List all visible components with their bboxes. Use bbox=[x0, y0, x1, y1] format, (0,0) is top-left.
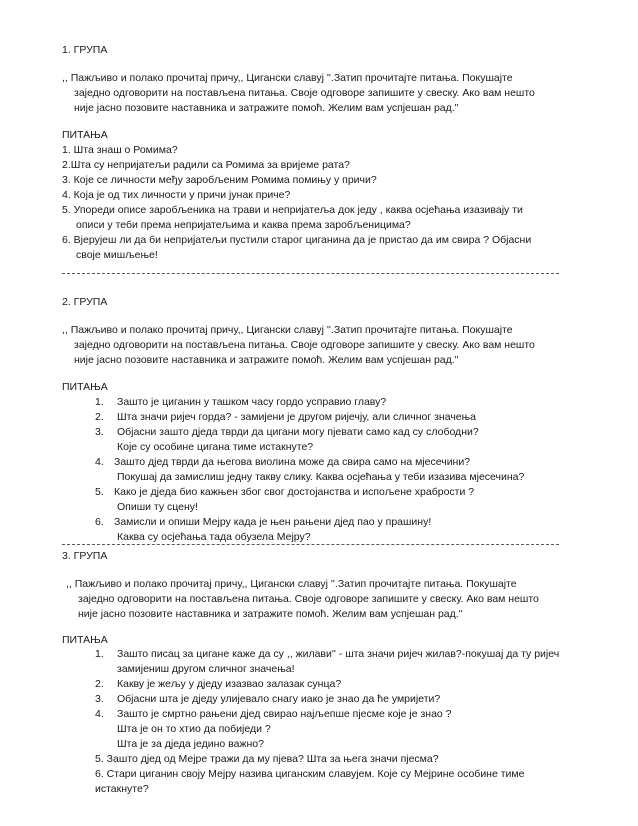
group-2-question-number: 5. bbox=[95, 486, 104, 498]
group-3-question-number: 3. bbox=[95, 693, 104, 705]
group-1-question-cont: описи у теби према непријатељима и каква према заробљеницима? bbox=[76, 219, 411, 231]
group-3-question-cont: Шта је за дједа једино важно? bbox=[117, 738, 264, 750]
group-3-intro-line: заједно одговорити на постављена питања. Своје одговоре запишите у свеску. Ако вам нешто bbox=[78, 593, 539, 605]
group-3-question: Објасни шта је дједу улијевало снагу иако је знао да ће умријети? bbox=[117, 693, 441, 705]
group-2-question-number: 4. bbox=[95, 456, 104, 468]
group-2-question-cont: Које су особине цигана тиме истакнуте? bbox=[117, 441, 314, 453]
group-2-question-number: 2. bbox=[95, 411, 104, 423]
group-1-question: 1. Шта знаш о Ромима? bbox=[62, 144, 178, 156]
group-1-heading: 1. ГРУПА bbox=[62, 44, 108, 56]
group-3-question-cont: истакнуте? bbox=[95, 783, 149, 795]
group-2-intro-line: ,, Пажљиво и полако прочитај причу,, Цигански славуј ''.Затип прочитајте питања. Покушајте bbox=[62, 324, 513, 336]
group-2-question-number: 1. bbox=[95, 396, 104, 408]
group-2-intro-line: заједно одговорити на постављена питања. Своје одговоре запишите у свеску. Ако вам нешто bbox=[74, 339, 535, 351]
group-2-question-cont: Покушај да замислиш једну такву слику. Каква осјећања у теби изазива мјесечина? bbox=[117, 471, 525, 483]
group-3-question: Зашто писац за цигане каже да су ,, жилави'' - шта значи ријеч жилав?-покушај да ту ријеч bbox=[117, 648, 560, 660]
group-2-question: Како је дједа био кажњен због свог достојанства и испољене храбрости ? bbox=[114, 486, 475, 498]
group-3-question-number: 2. bbox=[95, 678, 104, 690]
group-3-questions-label: ПИТАЊА bbox=[62, 634, 108, 646]
group-3-intro-line: ,, Пажљиво и полако прочитај причу,, Цигански славуј ''.Затип прочитајте питања. Покушајте bbox=[66, 578, 517, 590]
group-1-intro-line: заједно одговорити на постављена питања. Своје одговоре запишите у свеску. Ако вам нешто bbox=[74, 87, 535, 99]
group-3-question: 6. Стари циганин своју Мејру назива циганским славујем. Које су Мејрине особине тиме bbox=[95, 768, 525, 780]
group-3-question-number: 1. bbox=[95, 648, 104, 660]
section-separator bbox=[62, 273, 559, 274]
group-3-question: Зашто је смртно рањени дјед свирао најљепше пјесме које је знао ? bbox=[117, 708, 452, 720]
group-1-questions-label: ПИТАЊА bbox=[62, 129, 108, 141]
group-2-question-cont: Опиши ту сцену! bbox=[117, 501, 198, 513]
group-2-question-number: 6. bbox=[95, 516, 104, 528]
group-1-question: 2.Шта су непријатељи радили са Ромима за вријеме рата? bbox=[62, 159, 350, 171]
group-2-question: Шта значи ријеч горда? - замијени је другом ријечју, али сличног значења bbox=[117, 411, 477, 423]
group-3-question-cont: Шта је он то хтио да побиједи ? bbox=[117, 723, 271, 735]
group-2-question-cont: Каква су осјећања тада обузела Мејру? bbox=[117, 531, 311, 543]
group-1-intro-line: ,, Пажљиво и полако прочитај причу,, Цигански славуј ''.Затип прочитајте питања. Покушајте bbox=[62, 72, 513, 84]
group-1-intro-line: није јасно позовите наставника и затражите помоћ. Желим вам успјешан рад.'' bbox=[74, 102, 459, 114]
group-2-intro-line: није јасно позовите наставника и затражите помоћ. Желим вам успјешан рад.'' bbox=[74, 354, 459, 366]
group-1-question: 4. Која је од тих личности у причи јунак приче? bbox=[62, 189, 291, 201]
group-3-question: 5. Зашто дјед од Мејре тражи да му пјева? Шта за њега значи пјесма? bbox=[95, 753, 439, 765]
group-2-question: Објасни зашто дједа тврди да цигани могу пјевати само кад су слободни? bbox=[117, 426, 479, 438]
group-2-question: Зашто је циганин у ташком часу гордо усправио главу? bbox=[117, 396, 387, 408]
group-3-question: Какву је жељу у дједу изазвао залазак сунца? bbox=[117, 678, 342, 690]
group-2-questions-label: ПИТАЊА bbox=[62, 381, 108, 393]
group-2-question: Замисли и опиши Мејру када је њен рањени дјед пао у прашину! bbox=[114, 516, 432, 528]
group-1-question: 3. Које се личности међу заробљеним Ромима помињу у причи? bbox=[62, 174, 377, 186]
group-2-heading: 2. ГРУПА bbox=[62, 296, 108, 308]
group-2-question-number: 3. bbox=[95, 426, 104, 438]
group-1-question: 6. Вјерујеш ли да би непријатељи пустили старог циганина да је пристао да им свира ? Објасни bbox=[62, 234, 532, 246]
group-3-question-number: 4. bbox=[95, 708, 104, 720]
group-2-question: Зашто дјед тврди да његова виолина може да свира само на мјесечини? bbox=[114, 456, 471, 468]
group-3-heading: 3. ГРУПА bbox=[62, 550, 108, 562]
group-3-intro-line: није јасно позовите наставника и затражите помоћ. Желим вам успјешан рад.'' bbox=[78, 608, 463, 620]
group-1-question: 5. Упореди описе заробљеника на трави и непријатеља док једу , каква осјећања изазивају ти bbox=[62, 204, 523, 216]
group-1-question-cont: своје мишљење! bbox=[76, 249, 158, 261]
group-3-question-cont: замијениш другом сличног значења! bbox=[117, 663, 295, 675]
section-separator bbox=[62, 544, 559, 545]
